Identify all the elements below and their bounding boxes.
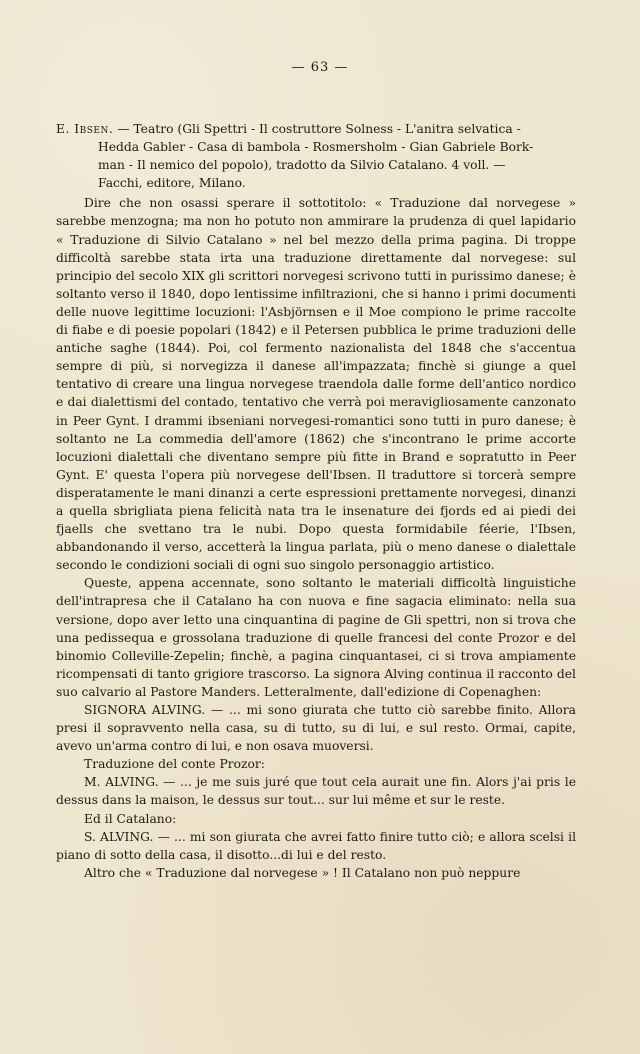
- paragraph-1: Dire che non osassi sperare il sottotitolo: « Traduzione dal norvegese » sarebbe menzogna; ma non ho potuto non ammirare la prudenza di quel lapidario « Traduzione di Silvio Catalano » nel bel mezzo della prima pagina. Di troppe difficoltà sarebbe stata irta una traduzione direttamente dal norvegese: sul principio del secolo XIX gli scrittori norvegesi scrivono tutti in purissimo danese; è soltanto verso il 1840, dopo lentissime infiltrazioni, che si hanno i primi documenti delle nuove legittime locuzioni: l'Asbjörnsen e il Moe compiono le prime raccolte di fiabe e di poesie popolari (1842) e il Petersen pubblica le prime traduzioni delle antiche saghe (1844). Poi, col fermento nazionalista del 1848 che s'accentua sempre di più, si norvegizza il danese all'impazzata; finchè si giunge a quel tentativo di creare una lingua norvegese traendola dalle forme dell'antico nordico e dai dialettismi del contado, tentativo che verrà poi meravigliosamente canzonato in Peer Gynt. I drammi ibseniani norvegesi-romantici sono tutti in puro danese; è soltanto ne La commedia dell'amore (1862) che s'incontrano le prime accorte locuzioni dialettali che diventano sempre più fitte in Brand e sopratutto in Peer Gynt. E' questa l'opera più norvegese dell'Ibsen. Il traduttore si torcerà sempre disperatamente le mani dinanzi a certe espressioni prettamente norvegesi, dinanzi a quella sbrigliata piena felicità nata tra le insenature dei fjords ed ai piedi dei fjaells che svettano tra le nubi. Dopo questa formidabile féerie, l'Ibsen, abbandonando il verso, accetterà la lingua parlata, più o meno danese o dialettale secondo le condizioni sociali di ogni suo singolo personaggio artistico.: [56, 196, 576, 573]
- quote-catalano: S. ALVING. — ... mi son giurata che avrei fatto finire tutto ciò; e allora scelsi il piano di sotto della casa, il disotto...di lui e del resto.: [56, 829, 576, 862]
- entry-line-1: — Teatro (Gli Spettri - Il costruttore Solness - L'anitra selvatica -: [117, 122, 521, 136]
- entry-line-2: Hedda Gabler - Casa di bambola - Rosmersholm - Gian Gabriele Bork-: [98, 140, 534, 155]
- quote-italian: SIGNORA ALVING. — ... mi sono giurata che tutto ciò sarebbe finito. Allora presi il sopravvento nella casa, su di tutto, su di lui, e sul resto. Ormai, capite, avevo un'arma contro di lui, e non osava muoversi.: [56, 703, 576, 754]
- page-number: — 63 —: [291, 60, 349, 75]
- entry-author: E. Ibsen.: [56, 122, 114, 136]
- quote-french: M. ALVING. — ... je me suis juré que tout cela aurait une fin. Alors j'ai pris le dessus dans la maison, le dessus sur tout... sur lui même et sur le reste.: [56, 775, 576, 808]
- paragraph-2: Queste, appena accennate, sono soltanto le materiali difficoltà linguistiche dell'intrapresa che il Catalano ha con nuova e fine sagacia eliminato: nella sua versione, dopo aver letto una cinquantina di pagine de Gli spettri, non si trova che una pedissequa e grossolana traduzione di quelle francesi del conte Prozor e del binomio Colleville-Zepelin; finchè, a pagina cinquantasei, ci si trova ampiamente ricompensati di tanto grigiore trascorso. La signora Alving continua il racconto del suo calvario al Pastore Manders. Letteralmente, dall'edizione di Copenaghen:: [56, 576, 576, 699]
- bibliographic-entry: [56, 120, 576, 192]
- entry-line-3: man - Il nemico del popolo), tradotto da Silvio Catalano. 4 voll. —: [98, 158, 506, 173]
- paragraph-catalano-label: Ed il Catalano:: [84, 811, 177, 826]
- page-content: [56, 120, 576, 882]
- entry-line-4: Facchi, editore, Milano.: [98, 176, 246, 191]
- paragraph-final: Altro che « Traduzione dal norvegese » ! Il Catalano non può neppure: [84, 865, 521, 880]
- paragraph-prozor-label: Traduzione del conte Prozor:: [84, 757, 265, 772]
